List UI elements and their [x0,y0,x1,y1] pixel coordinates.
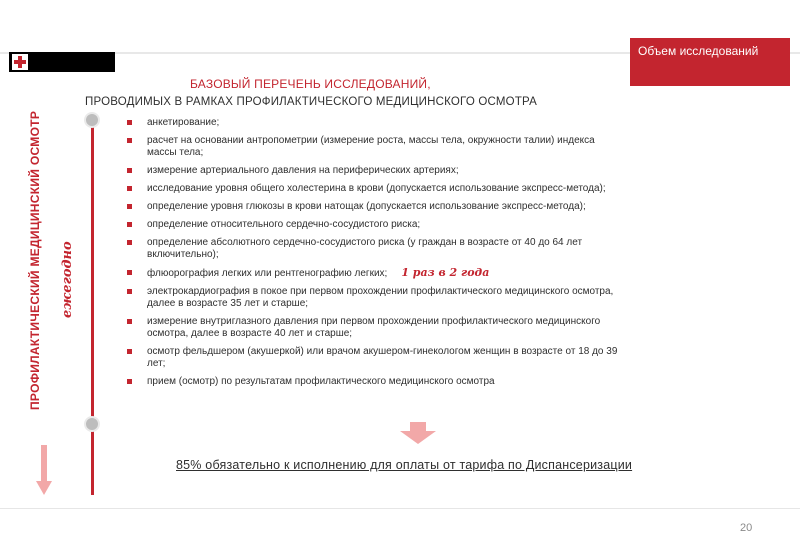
section-header-badge [630,38,790,86]
examination-list [125,117,625,394]
bullet-icon [127,319,132,324]
bullet-icon [127,168,132,173]
list-item: измерение артериального давления на периферических артериях; [125,165,625,177]
down-arrow-icon [36,445,52,495]
bullet-icon [127,289,132,294]
bullet-icon [127,138,132,143]
timeline-end-marker [84,416,100,432]
list-item: электрокардиография в покое при первом прохождении профилактического медицинского осмотра, далее в возрасте 35 лет и старше; [125,286,625,310]
list-item: исследование уровня общего холестерина в крови (допускается использование экспресс-метода); [125,183,625,195]
red-cross-logo-icon [12,54,28,70]
page-title-line1: БАЗОВЫЙ ПЕРЕЧЕНЬ ИССЛЕДОВАНИЙ, [190,77,431,91]
vertical-section-label: ПРОФИЛАКТИЧЕСКИЙ МЕДИЦИНСКИЙ ОСМОТР [28,110,42,410]
bottom-divider [0,508,800,509]
list-item: прием (осмотр) по результатам профилактического медицинского осмотра [125,376,625,388]
footer-statement: 85% обязательно к исполнению для оплаты от тарифа по Диспансеризации [176,458,633,472]
page-number: 20 [740,522,753,534]
list-item: расчет на основании антропометрии (измерение роста, массы тела, окружности талии) индекса массы тела; [125,135,625,159]
bullet-icon [127,240,132,245]
bullet-icon [127,379,132,384]
bullet-icon [127,204,132,209]
bullet-icon [127,270,132,275]
logo [9,52,115,72]
list-item: анкетирование; [125,117,625,129]
timeline-line [91,120,94,495]
section-header-label: Объем исследований [638,44,759,58]
bullet-icon [127,222,132,227]
list-item: измерение внутриглазного давления при первом прохождении профилактического медицинского осмотра, далее в возрасте 40 лет и старше; [125,316,625,340]
list-item: осмотр фельдшером (акушеркой) или врачом акушером-гинекологом женщин в возрасте от 18 до 39 лет; [125,346,625,370]
page-title-line2: ПРОВОДИМЫХ В РАМКАХ ПРОФИЛАКТИЧЕСКОГО МЕДИЦИНСКОГО ОСМОТРА [85,96,538,108]
center-down-arrow-icon [398,422,438,444]
timeline-start-marker [84,112,100,128]
frequency-annotation: ежегодно [60,241,75,318]
list-item: определение относительного сердечно-сосудистого риска; [125,219,625,231]
list-item: флюорография легких или рентгенографию легких; 1 раз в 2 года [125,267,625,280]
bullet-icon [127,349,132,354]
list-item: определение уровня глюкозы в крови натощак (допускается использование экспресс-метода); [125,201,625,213]
bullet-icon [127,186,132,191]
bullet-icon [127,120,132,125]
fluorography-frequency-annotation: 1 раз в 2 года [401,266,490,279]
list-item: определение абсолютного сердечно-сосудистого риска (у граждан в возрасте от 40 до 64 лет включительно); [125,237,625,261]
